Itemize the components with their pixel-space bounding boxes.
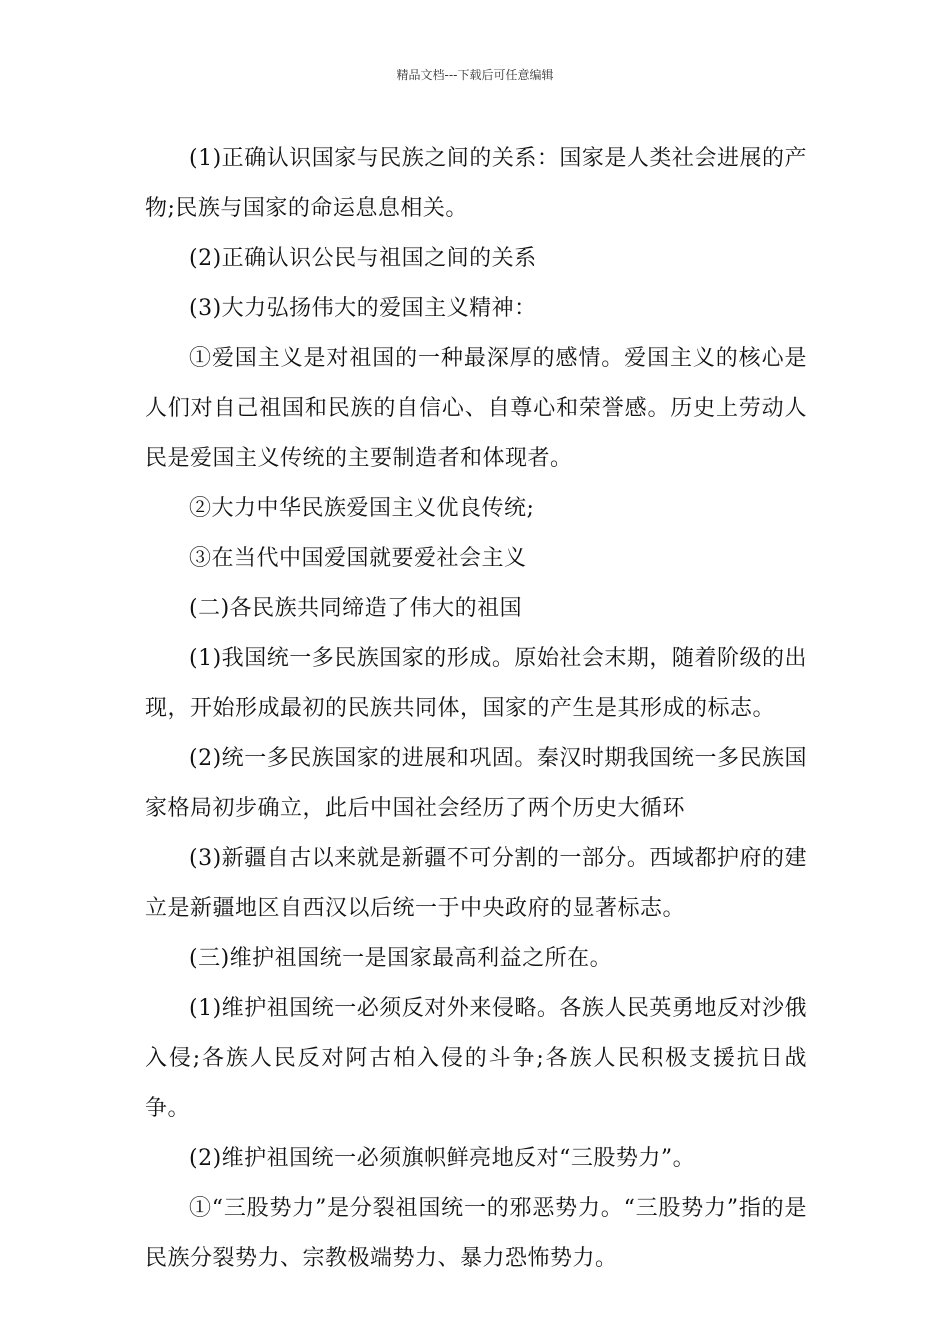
- paragraph: (三)维护祖国统一是国家最高利益之所在。: [189, 946, 613, 971]
- paragraph: ③在当代中国爱国就要爱社会主义: [189, 546, 527, 571]
- page-header: 精品文档---下载后可任意编辑: [396, 68, 554, 82]
- paragraph: (二)各民族共同缔造了伟大的祖国: [189, 596, 523, 621]
- paragraph: (3)大力弘扬伟大的爱国主义精神：: [189, 296, 537, 321]
- document-body: [145, 134, 807, 1284]
- paragraph: ①“三股势力”是分裂祖国统一的邪恶势力。“三股势力”指的是民族分裂势力、宗教极端势力、暴力恐怖势力。: [145, 1196, 807, 1271]
- paragraph: (1)维护祖国统一必须反对外来侵略。各族人民英勇地反对沙俄入侵;各族人民反对阿古柏入侵的斗争;各族人民积极支援抗日战争。: [145, 996, 807, 1121]
- paragraph: (2)维护祖国统一必须旗帜鲜亮地反对“三股势力”。: [189, 1146, 696, 1171]
- paragraph: ②大力中华民族爱国主义优良传统;: [189, 496, 535, 521]
- paragraph: (2)正确认识公民与祖国之间的关系: [189, 246, 537, 271]
- paragraph: (1)正确认识国家与民族之间的关系：国家是人类社会进展的产物;民族与国家的命运息息相关。: [145, 146, 807, 221]
- paragraph: ①爱国主义是对祖国的一种最深厚的感情。爱国主义的核心是人们对自己祖国和民族的自信心、自尊心和荣誉感。历史上劳动人民是爱国主义传统的主要制造者和体现者。: [145, 346, 807, 471]
- paragraph: (2)统一多民族国家的进展和巩固。秦汉时期我国统一多民族国家格局初步确立，此后中国社会经历了两个历史大循环: [145, 746, 807, 821]
- paragraph: (3)新疆自古以来就是新疆不可分割的一部分。西域都护府的建立是新疆地区自西汉以后统一于中央政府的显著标志。: [145, 846, 807, 921]
- paragraph: (1)我国统一多民族国家的形成。原始社会末期，随着阶级的出现，开始形成最初的民族共同体，国家的产生是其形成的标志。: [145, 646, 807, 721]
